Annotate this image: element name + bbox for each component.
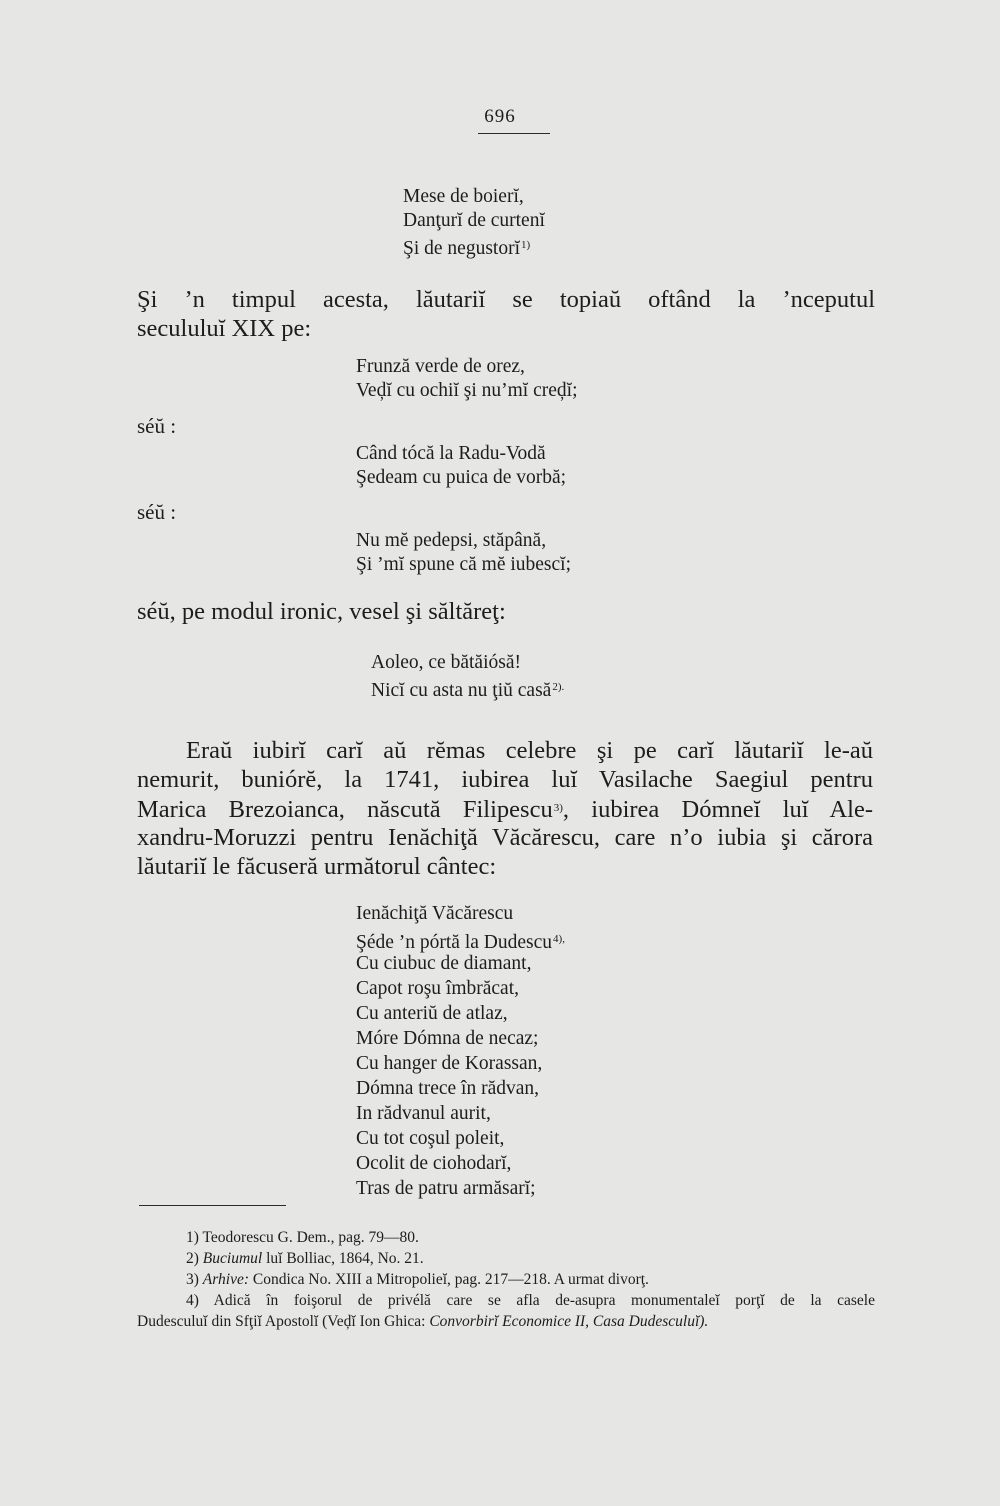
footnote-separator (139, 1205, 286, 1206)
paragraph-3-line-4: xandru-Moruzzi pentru Ienăchiţă Văcărescu, care n’o iubia şi cărora (137, 824, 873, 851)
verse-1-line-3: Şi de negustorĭ$^{1)}$ (403, 238, 531, 259)
verse-1-line-1: Mese de boierĭ, (403, 186, 524, 207)
verse-5-line-1: Aoleo, ce bătăiósă! (371, 652, 521, 673)
verse-3-line-2: Şedeam cu puica de vorbă; (356, 467, 567, 488)
verse-4-line-2: Şi ’mĭ spune că mĕ iubescĭ; (356, 554, 571, 575)
verse-6-line-4: Capot roşu îmbrăcat, (356, 978, 519, 999)
seu-label-2: séŭ : (137, 500, 177, 524)
verse-6-line-6: Móre Dómna de necaz; (356, 1028, 539, 1049)
footnote-ref-2[interactable]: 2). (552, 681, 565, 693)
paragraph-3-line-1: Eraŭ iubirĭ carĭ aŭ rĕmas celebre şi pe carĭ lăutariĭ le-aŭ (186, 737, 873, 764)
page-number-rule (478, 133, 550, 134)
verse-1-line-2: Danţurĭ de curtenĭ (403, 210, 545, 231)
paragraph-3-line-3: Marica Brezoianca, născută Filipescu$^{3)}$, iubirea Dómneĭ luĭ Ale- (137, 796, 873, 823)
footnote-ref-3: 3) (553, 802, 563, 814)
footnote-ref-4[interactable]: 4), (553, 933, 565, 945)
verse-5-line-2: Nicĭ cu asta nu ţiŭ casă$^{2).}$ (371, 680, 565, 701)
verse-4-line-1: Nu mĕ pedepsi, stăpână, (356, 530, 547, 551)
paragraph-2: séŭ, pe modul ironic, vesel şi săltăreţ: (137, 598, 506, 625)
verse-2-line-1: Frunză verde de orez, (356, 356, 525, 377)
verse-6-line-1: Ienăchiţă Văcărescu (356, 903, 514, 924)
verse-6-line-8: Dómna trece în rădvan, (356, 1078, 540, 1099)
verse-6-line-12: Tras de patru armăsarĭ; (356, 1178, 536, 1199)
page-number: 696 (484, 106, 516, 127)
paragraph-3-line-2: nemurit, buniórĕ, la 1741, iubirea luĭ Vasilache Saegiul pentru (137, 766, 873, 793)
verse-6-line-2: Şéde ’n pórtă la Dudescu$^{4),}$ (356, 932, 565, 953)
footnote-ref-1[interactable]: 1) (521, 239, 531, 251)
verse-3-line-1: Când tócă la Radu-Vodă (356, 443, 546, 464)
paragraph-3-line-5: lăutariĭ le făcuseră următorul cântec: (137, 853, 497, 880)
verse-6-line-10: Cu tot coşul poleit, (356, 1128, 505, 1149)
verse-6-line-9: In rădvanul aurit, (356, 1103, 491, 1124)
footnote-2: 2) Buciumul luĭ Bolliac, 1864, No. 21. (186, 1250, 424, 1267)
verse-6-line-5: Cu anteriŭ de atlaz, (356, 1003, 508, 1024)
paragraph-1-line-2: secululuĭ XIX pe: (137, 315, 312, 342)
seu-label-1: séŭ : (137, 414, 177, 438)
paragraph-1-line-1: Şi ’n timpul acesta, lăutariĭ se topiaŭ oftând la ’nceputul (137, 286, 875, 313)
footnote-3: 3) Arhive: Condica No. XIII a Mitropolieĭ, pag. 217—218. A urmat divorţ. (186, 1271, 649, 1288)
footnote-1: 1) Teodorescu G. Dem., pag. 79—80. (186, 1229, 419, 1246)
verse-2-line-2: Veḑĭ cu ochiĭ şi nu’mĭ creḑĭ; (356, 380, 578, 401)
footnote-4-line-2: Dudesculuĭ din Sfţiĭ Apostolĭ (Veḑĭ Ion Ghica: Convorbirĭ Economice II, Casa Dudesculuĭ). (137, 1313, 709, 1330)
verse-6-line-3: Cu ciubuc de diamant, (356, 953, 532, 974)
verse-6-line-11: Ocolit de ciohodarĭ, (356, 1153, 512, 1174)
footnote-4-line-1: 4) Adică în foişorul de privélă care se afla de-asupra monumentaleĭ porţĭ de la casele (186, 1292, 875, 1309)
verse-6-line-7: Cu hanger de Korassan, (356, 1053, 543, 1074)
